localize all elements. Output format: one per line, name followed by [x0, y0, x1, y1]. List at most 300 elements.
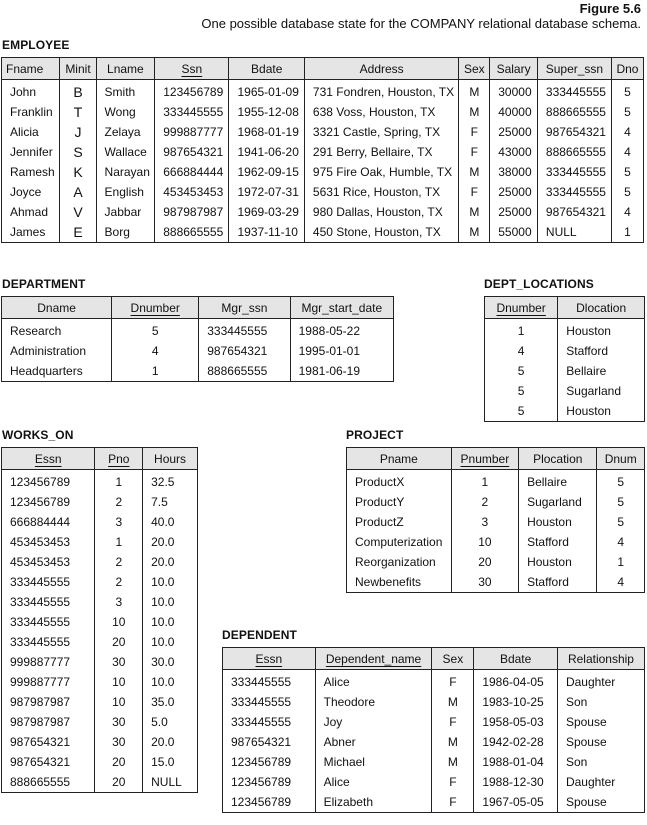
table-row — [2, 162, 644, 182]
table-cell: English — [96, 182, 155, 202]
table-cell: Spouse — [557, 792, 644, 813]
table-cell: 333445555 — [2, 612, 95, 632]
table-row — [2, 182, 644, 202]
table-cell: F — [432, 712, 474, 732]
table-cell: 3 — [95, 592, 143, 612]
table-cell: Daughter — [557, 772, 644, 792]
table-cell: 123456789 — [223, 752, 316, 772]
table-cell: Headquarters — [2, 361, 112, 382]
table-cell: 987654321 — [537, 202, 611, 222]
dependent-title: DEPENDENT — [222, 628, 297, 642]
table-cell: 3 — [451, 512, 518, 532]
employee-header-row — [2, 58, 644, 80]
table-cell: 3321 Castle, Spring, TX — [304, 122, 459, 142]
table-row — [2, 752, 198, 772]
column-header: Essn — [2, 448, 95, 470]
table-cell: 333445555 — [199, 319, 290, 342]
table-cell: 10.0 — [143, 572, 198, 592]
table-cell: Wallace — [96, 142, 155, 162]
works-on-title: WORKS_ON — [2, 428, 74, 442]
table-cell: 333445555 — [537, 182, 611, 202]
table-cell: 5 — [485, 381, 558, 401]
table-cell: 1 — [611, 222, 643, 243]
table-cell: 987654321 — [223, 732, 316, 752]
project-title: PROJECT — [346, 428, 404, 442]
table-cell: John — [2, 80, 60, 103]
column-header: Pname — [347, 448, 452, 470]
table-cell: Alice — [315, 670, 432, 693]
table-row — [347, 532, 645, 552]
table-row — [223, 752, 645, 772]
table-cell: Houston — [519, 552, 597, 572]
table-cell: 453453453 — [2, 552, 95, 572]
table-cell: 1988-05-22 — [290, 319, 393, 342]
table-cell: Sugarland — [558, 381, 645, 401]
table-cell: 123456789 — [2, 470, 95, 493]
table-cell: 5 — [597, 470, 645, 493]
table-cell: 7.5 — [143, 492, 198, 512]
table-cell: V — [60, 202, 96, 222]
table-row — [2, 632, 198, 652]
table-cell: Research — [2, 319, 112, 342]
table-cell: 333445555 — [537, 162, 611, 182]
table-cell: 4 — [611, 122, 643, 142]
table-cell: T — [60, 102, 96, 122]
column-header: Lname — [96, 58, 155, 80]
column-header: Pno — [95, 448, 143, 470]
table-cell: 10 — [95, 672, 143, 692]
table-cell: Daughter — [557, 670, 644, 693]
table-cell: 1941-06-20 — [229, 142, 304, 162]
table-row — [223, 772, 645, 792]
table-cell: F — [459, 122, 490, 142]
table-cell: Computerization — [347, 532, 452, 552]
column-header: Fname — [2, 58, 60, 80]
table-cell: 25000 — [490, 182, 538, 202]
table-cell: Smith — [96, 80, 155, 103]
table-cell: Administration — [2, 341, 112, 361]
table-cell: 30 — [451, 572, 518, 593]
table-cell: F — [432, 792, 474, 813]
table-cell: 20 — [95, 632, 143, 652]
table-cell: 1969-03-29 — [229, 202, 304, 222]
table-cell: Reorganization — [347, 552, 452, 572]
table-cell: 1988-01-04 — [474, 752, 558, 772]
project-header-row — [347, 448, 645, 470]
table-cell: 4 — [597, 572, 645, 593]
table-cell: 999887777 — [155, 122, 229, 142]
table-row — [485, 341, 645, 361]
table-cell: 1988-12-30 — [474, 772, 558, 792]
table-cell: 333445555 — [537, 80, 611, 103]
table-cell: 123456789 — [2, 492, 95, 512]
table-cell: F — [459, 142, 490, 162]
table-cell: 5 — [597, 492, 645, 512]
table-cell: 2 — [95, 572, 143, 592]
table-row — [2, 592, 198, 612]
table-cell: 1942-02-28 — [474, 732, 558, 752]
table-cell: 5 — [485, 401, 558, 422]
table-cell: Theodore — [315, 692, 432, 712]
table-cell: 25000 — [490, 202, 538, 222]
table-cell: 5 — [597, 512, 645, 532]
table-cell: 1 — [95, 532, 143, 552]
table-cell: 4 — [611, 202, 643, 222]
table-cell: 888665555 — [199, 361, 290, 382]
column-header: Dlocation — [558, 297, 645, 319]
table-row — [347, 572, 645, 593]
table-cell: 20.0 — [143, 532, 198, 552]
table-row — [485, 381, 645, 401]
table-cell: Abner — [315, 732, 432, 752]
table-cell: NULL — [143, 772, 198, 793]
table-cell: 4 — [597, 532, 645, 552]
table-row — [2, 552, 198, 572]
table-cell: 10 — [95, 692, 143, 712]
table-cell: Jennifer — [2, 142, 60, 162]
column-header: Super_ssn — [537, 58, 611, 80]
table-cell: 3 — [95, 512, 143, 532]
table-row — [2, 202, 644, 222]
table-row — [2, 102, 644, 122]
table-cell: F — [432, 772, 474, 792]
table-cell: 20 — [451, 552, 518, 572]
table-row — [485, 319, 645, 342]
table-cell: K — [60, 162, 96, 182]
table-cell: Bellaire — [558, 361, 645, 381]
dept-locations-table — [484, 296, 645, 422]
table-cell: 1968-01-19 — [229, 122, 304, 142]
table-cell: Son — [557, 692, 644, 712]
table-cell: 5 — [611, 182, 643, 202]
table-row — [223, 712, 645, 732]
table-cell: 1981-06-19 — [290, 361, 393, 382]
column-header: Mgr_ssn — [199, 297, 290, 319]
table-cell: Sugarland — [519, 492, 597, 512]
table-cell: 450 Stone, Houston, TX — [304, 222, 459, 243]
table-cell: Alicia — [2, 122, 60, 142]
department-header-row — [2, 297, 394, 319]
column-header: Dnum — [597, 448, 645, 470]
table-cell: E — [60, 222, 96, 243]
employee-title: EMPLOYEE — [2, 38, 70, 52]
column-header: Dname — [2, 297, 112, 319]
table-cell: Son — [557, 752, 644, 772]
table-cell: 25000 — [490, 122, 538, 142]
table-row — [347, 492, 645, 512]
table-cell: 666884444 — [155, 162, 229, 182]
table-row — [2, 222, 644, 243]
table-cell: 1967-05-05 — [474, 792, 558, 813]
table-cell: 30.0 — [143, 652, 198, 672]
table-row — [223, 792, 645, 813]
employee-table — [1, 57, 644, 243]
table-cell: 20.0 — [143, 732, 198, 752]
table-row — [2, 672, 198, 692]
table-cell: Newbenefits — [347, 572, 452, 593]
column-header: Essn — [223, 648, 316, 670]
table-cell: A — [60, 182, 96, 202]
table-cell: Spouse — [557, 732, 644, 752]
table-cell: 43000 — [490, 142, 538, 162]
table-cell: 15.0 — [143, 752, 198, 772]
column-header: Relationship — [557, 648, 644, 670]
department-title: DEPARTMENT — [2, 277, 86, 291]
table-cell: M — [459, 222, 490, 243]
table-cell: 1 — [597, 552, 645, 572]
column-header: Sex — [459, 58, 490, 80]
table-cell: Stafford — [558, 341, 645, 361]
table-cell: Narayan — [96, 162, 155, 182]
table-cell: 30 — [95, 652, 143, 672]
works-on-table — [1, 447, 198, 793]
table-cell: 2 — [95, 492, 143, 512]
table-cell: 333445555 — [223, 670, 316, 693]
table-row — [2, 122, 644, 142]
dependent-table — [222, 647, 645, 813]
table-cell: 333445555 — [2, 632, 95, 652]
table-cell: 4 — [611, 142, 643, 162]
dependent-header-row — [223, 648, 645, 670]
table-cell: 987654321 — [199, 341, 290, 361]
table-row — [2, 470, 198, 493]
column-header: Dnumber — [485, 297, 558, 319]
table-cell: 1983-10-25 — [474, 692, 558, 712]
table-cell: Stafford — [519, 532, 597, 552]
column-header: Sex — [432, 648, 474, 670]
table-cell: 333445555 — [2, 572, 95, 592]
table-cell: 888665555 — [537, 102, 611, 122]
table-cell: F — [459, 182, 490, 202]
table-cell: 987654321 — [2, 752, 95, 772]
table-cell: 1955-12-08 — [229, 102, 304, 122]
table-cell: B — [60, 80, 96, 103]
table-cell: Joyce — [2, 182, 60, 202]
table-cell: M — [432, 752, 474, 772]
table-cell: Ahmad — [2, 202, 60, 222]
table-row — [2, 572, 198, 592]
dept-locations-title: DEPT_LOCATIONS — [484, 277, 594, 291]
table-cell: Ramesh — [2, 162, 60, 182]
table-cell: Michael — [315, 752, 432, 772]
table-cell: Borg — [96, 222, 155, 243]
table-row — [2, 80, 644, 103]
table-cell: 999887777 — [2, 652, 95, 672]
table-cell: Franklin — [2, 102, 60, 122]
table-row — [2, 341, 394, 361]
table-cell: Houston — [519, 512, 597, 532]
table-cell: James — [2, 222, 60, 243]
table-row — [2, 652, 198, 672]
table-cell: Bellaire — [519, 470, 597, 493]
table-cell: M — [459, 102, 490, 122]
table-cell: 1995-01-01 — [290, 341, 393, 361]
table-cell: 10.0 — [143, 612, 198, 632]
table-row — [2, 492, 198, 512]
table-row — [2, 512, 198, 532]
dept-locations-header-row — [485, 297, 645, 319]
table-row — [2, 712, 198, 732]
table-cell: 1 — [95, 470, 143, 493]
table-cell: Elizabeth — [315, 792, 432, 813]
table-row — [485, 401, 645, 422]
table-cell: 888665555 — [2, 772, 95, 793]
table-row — [2, 732, 198, 752]
table-cell: 5.0 — [143, 712, 198, 732]
table-cell: 333445555 — [155, 102, 229, 122]
figure-label: Figure 5.6 — [579, 1, 641, 16]
table-cell: Jabbar — [96, 202, 155, 222]
table-row — [485, 361, 645, 381]
table-cell: M — [432, 732, 474, 752]
table-row — [2, 319, 394, 342]
table-cell: Houston — [558, 401, 645, 422]
table-row — [223, 732, 645, 752]
table-cell: ProductZ — [347, 512, 452, 532]
table-cell: 1958-05-03 — [474, 712, 558, 732]
table-row — [2, 142, 644, 162]
table-row — [2, 532, 198, 552]
column-header: Dnumber — [112, 297, 199, 319]
table-cell: 35.0 — [143, 692, 198, 712]
table-cell: 1 — [451, 470, 518, 493]
table-row — [2, 361, 394, 382]
table-row — [2, 772, 198, 793]
column-header: Ssn — [155, 58, 229, 80]
table-cell: Joy — [315, 712, 432, 732]
table-row — [347, 470, 645, 493]
table-cell: 20 — [95, 752, 143, 772]
table-row — [223, 670, 645, 693]
table-cell: 987654321 — [2, 732, 95, 752]
table-cell: 453453453 — [155, 182, 229, 202]
table-cell: S — [60, 142, 96, 162]
column-header: Plocation — [519, 448, 597, 470]
table-cell: 987987987 — [2, 712, 95, 732]
table-cell: 999887777 — [2, 672, 95, 692]
works-on-header-row — [2, 448, 198, 470]
table-cell: 20 — [95, 772, 143, 793]
table-cell: 888665555 — [537, 142, 611, 162]
table-cell: 5 — [611, 162, 643, 182]
column-header: Dno — [611, 58, 643, 80]
table-cell: 30 — [95, 732, 143, 752]
table-cell: Wong — [96, 102, 155, 122]
table-cell: J — [60, 122, 96, 142]
table-cell: 2 — [95, 552, 143, 572]
table-cell: 10.0 — [143, 632, 198, 652]
table-cell: 10.0 — [143, 672, 198, 692]
table-cell: 123456789 — [155, 80, 229, 103]
column-header: Hours — [143, 448, 198, 470]
column-header: Mgr_start_date — [290, 297, 393, 319]
table-cell: ProductY — [347, 492, 452, 512]
table-cell: 333445555 — [223, 692, 316, 712]
project-table — [346, 447, 645, 593]
table-cell: 980 Dallas, Houston, TX — [304, 202, 459, 222]
table-cell: 1962-09-15 — [229, 162, 304, 182]
table-cell: ProductX — [347, 470, 452, 493]
table-cell: 10 — [95, 612, 143, 632]
table-row — [2, 612, 198, 632]
table-cell: 5631 Rice, Houston, TX — [304, 182, 459, 202]
table-cell: Spouse — [557, 712, 644, 732]
table-cell: 55000 — [490, 222, 538, 243]
table-cell: 1965-01-09 — [229, 80, 304, 103]
column-header: Dependent_name — [315, 648, 432, 670]
table-cell: 1 — [112, 361, 199, 382]
table-cell: 5 — [112, 319, 199, 342]
table-cell: 987654321 — [155, 142, 229, 162]
table-cell: 333445555 — [223, 712, 316, 732]
table-cell: 1937-11-10 — [229, 222, 304, 243]
column-header: Bdate — [229, 58, 304, 80]
table-cell: 40.0 — [143, 512, 198, 532]
table-cell: 38000 — [490, 162, 538, 182]
table-cell: 4 — [112, 341, 199, 361]
table-cell: Alice — [315, 772, 432, 792]
table-cell: 32.5 — [143, 470, 198, 493]
column-header: Address — [304, 58, 459, 80]
table-cell: 30000 — [490, 80, 538, 103]
table-cell: 10 — [451, 532, 518, 552]
table-cell: 291 Berry, Bellaire, TX — [304, 142, 459, 162]
column-header: Minit — [60, 58, 96, 80]
table-cell: M — [432, 692, 474, 712]
table-cell: 5 — [611, 80, 643, 103]
table-row — [347, 512, 645, 532]
table-cell: 731 Fondren, Houston, TX — [304, 80, 459, 103]
table-cell: 123456789 — [223, 772, 316, 792]
column-header: Salary — [490, 58, 538, 80]
table-cell: Zelaya — [96, 122, 155, 142]
table-cell: 333445555 — [2, 592, 95, 612]
department-table — [1, 296, 394, 382]
table-cell: NULL — [537, 222, 611, 243]
table-cell: M — [459, 202, 490, 222]
table-cell: 5 — [485, 361, 558, 381]
table-cell: 2 — [451, 492, 518, 512]
table-row — [347, 552, 645, 572]
table-cell: 10.0 — [143, 592, 198, 612]
table-cell: 888665555 — [155, 222, 229, 243]
figure-caption: One possible database state for the COMPANY relational database schema. — [201, 16, 641, 31]
table-cell: 30 — [95, 712, 143, 732]
table-cell: 987987987 — [155, 202, 229, 222]
table-cell: 20.0 — [143, 552, 198, 572]
table-row — [2, 692, 198, 712]
table-cell: 40000 — [490, 102, 538, 122]
table-cell: Stafford — [519, 572, 597, 593]
table-cell: 666884444 — [2, 512, 95, 532]
table-cell: M — [459, 80, 490, 103]
column-header: Bdate — [474, 648, 558, 670]
table-cell: F — [432, 670, 474, 693]
table-cell: 1972-07-31 — [229, 182, 304, 202]
table-cell: 987654321 — [537, 122, 611, 142]
table-cell: 453453453 — [2, 532, 95, 552]
table-cell: 975 Fire Oak, Humble, TX — [304, 162, 459, 182]
table-cell: 638 Voss, Houston, TX — [304, 102, 459, 122]
table-row — [223, 692, 645, 712]
table-cell: 5 — [611, 102, 643, 122]
table-cell: Houston — [558, 319, 645, 342]
table-cell: M — [459, 162, 490, 182]
column-header: Pnumber — [451, 448, 518, 470]
table-cell: 987987987 — [2, 692, 95, 712]
table-cell: 1986-04-05 — [474, 670, 558, 693]
table-cell: 123456789 — [223, 792, 316, 813]
